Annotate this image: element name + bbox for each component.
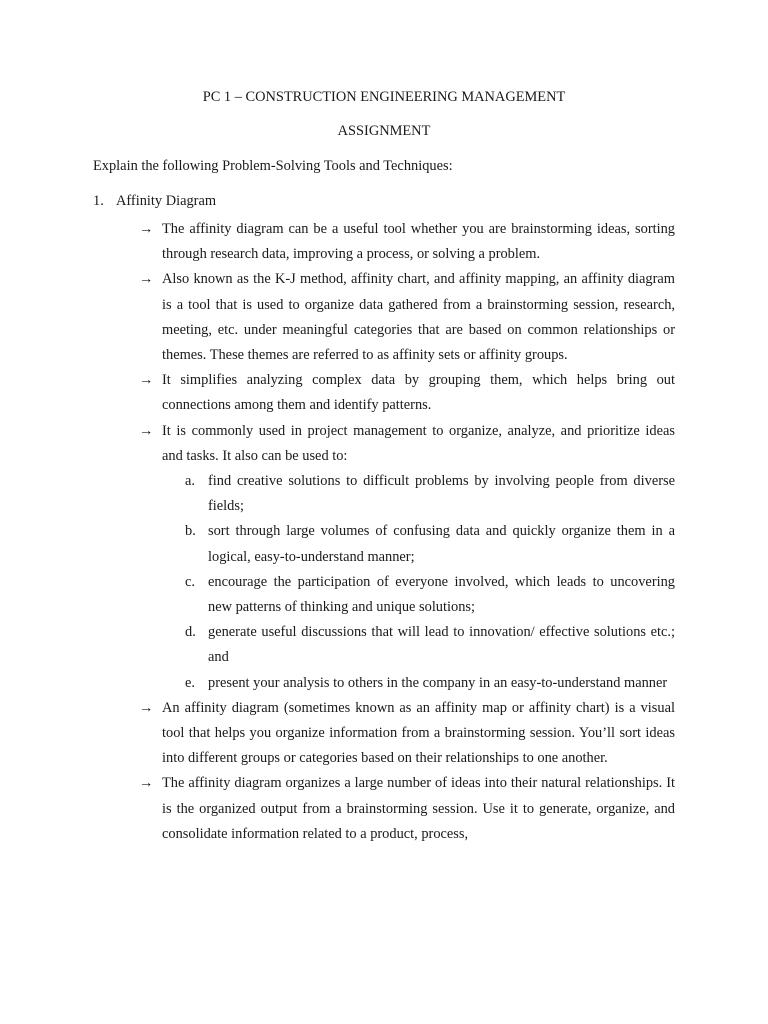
section-number: 1. xyxy=(93,193,104,209)
sub-item-text: generate useful discussions that will lead to innovation/ effective solutions etc.; and xyxy=(208,624,675,666)
sub-item-label: b. xyxy=(185,523,196,540)
section-affinity-diagram xyxy=(93,192,675,847)
section-heading xyxy=(93,192,675,210)
bullet-item xyxy=(93,419,675,696)
sub-item-text: encourage the participation of everyone involved, which leads to uncovering new patterns of thinking and unique solutions; xyxy=(208,573,675,616)
sub-item-c xyxy=(162,570,675,620)
bullet-item xyxy=(93,696,675,772)
bullet-text: It simplifies analyzing complex data by grouping them, which helps bring out connections among them and identify patterns. xyxy=(162,372,675,414)
section-title: Affinity Diagram xyxy=(116,193,217,209)
bullet-text: It is commonly used in project management to organize, analyze, and prioritize ideas and tasks. It also can be used to: xyxy=(162,422,675,464)
sub-list xyxy=(162,469,675,696)
sub-item-label: a. xyxy=(185,473,195,490)
sub-item-label: e. xyxy=(185,674,195,691)
arrow-icon: → xyxy=(139,221,154,237)
arrow-icon: → xyxy=(139,775,154,792)
sub-item-a xyxy=(162,469,675,519)
bullet-text: The affinity diagram can be a useful tool whether you are brainstorming ideas, sorting through research data, improving a process, or solving a problem. xyxy=(162,221,675,263)
document-subtitle: ASSIGNMENT xyxy=(337,123,431,139)
sub-item-d xyxy=(162,620,675,670)
sub-item-text: sort through large volumes of confusing data and quickly organize them in a logical, easy-to-understand manner; xyxy=(208,523,675,565)
arrow-icon: → xyxy=(139,271,154,288)
bullet-item xyxy=(93,267,675,368)
sub-item-text: present your analysis to others in the company in an easy-to-understand manner xyxy=(208,674,668,691)
bullet-item xyxy=(93,368,675,418)
arrow-icon: → xyxy=(139,699,154,716)
arrow-icon: → xyxy=(139,372,154,389)
sub-item-label: c. xyxy=(185,573,195,590)
document-title: PC 1 – CONSTRUCTION ENGINEERING MANAGEMENT xyxy=(202,89,566,105)
intro-text: Explain the following Problem-Solving Tools and Techniques: xyxy=(93,158,453,174)
bullet-text: An affinity diagram (sometimes known as an affinity map or affinity chart) is a visual tool that helps you organize information from a brainstorming session. You’ll sort ideas into different groups or categories based on their relationships to one another. xyxy=(162,699,675,767)
bullet-text: Also known as the K-J method, affinity chart, and affinity mapping, an affinity diagram is a tool that is used to organize data gathered from a brainstorming session, research, meeting, etc. under meaningful categories that are based on common relationships or themes. These themes are referred to as affinity sets or affinity groups. xyxy=(162,271,675,364)
sub-item-e xyxy=(162,671,675,696)
sub-item-label: d. xyxy=(185,624,196,641)
bullet-item xyxy=(93,217,675,267)
bullet-text: The affinity diagram organizes a large number of ideas into their natural relationships. It is the organized output from a brainstorming session. Use it to generate, organize, and consolidate information related to a product, process, xyxy=(162,775,675,842)
sub-item-text: find creative solutions to difficult problems by involving people from diverse fields; xyxy=(208,473,675,515)
bullet-list xyxy=(93,217,675,847)
arrow-icon: → xyxy=(139,422,154,439)
sub-item-b xyxy=(162,519,675,569)
bullet-item xyxy=(93,771,675,847)
